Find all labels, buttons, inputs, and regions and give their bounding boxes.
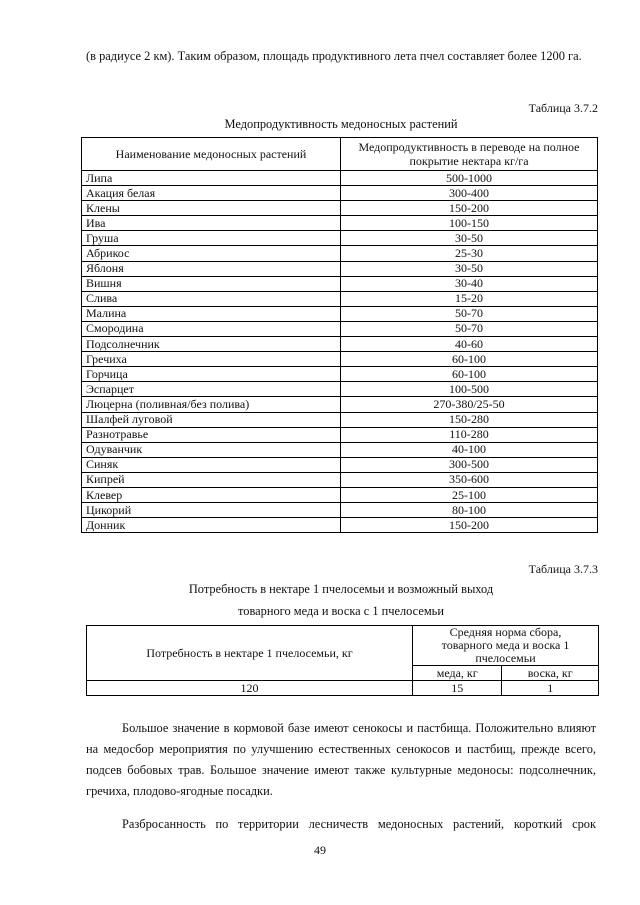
table1-title: Медопродуктивность медоносных растений: [224, 117, 458, 131]
plant-name-cell: Кипрей: [82, 472, 341, 487]
table-row: [82, 427, 598, 442]
table-row: [82, 442, 598, 457]
plant-name-cell: Синяк: [82, 457, 341, 472]
header-average-norm: Средняя норма сбора, товарного меда и воска 1 пчелосемьи: [413, 626, 599, 666]
productivity-cell: 350-600: [341, 472, 598, 487]
intro-paragraph: (в радиусе 2 км). Таким образом, площадь продуктивного лета пчел составляет более 1200 га.: [86, 49, 582, 63]
honey-productivity-table: [81, 137, 598, 533]
productivity-cell: 110-280: [341, 427, 598, 442]
table-row: [82, 186, 598, 201]
productivity-cell: 100-150: [341, 216, 598, 231]
page-number: 49: [314, 843, 326, 857]
table-row: [82, 216, 598, 231]
plant-name-cell: Клевер: [82, 487, 341, 502]
plant-name-cell: Подсолнечник: [82, 337, 341, 352]
table-row: [82, 231, 598, 246]
productivity-cell: 25-100: [341, 487, 598, 502]
plant-name-cell: Гречиха: [82, 352, 341, 367]
table-row: [82, 246, 598, 261]
table-row: [82, 412, 598, 427]
table-row: [82, 352, 598, 367]
table-row: [82, 306, 598, 321]
table-row: [82, 367, 598, 382]
table-row: [82, 291, 598, 306]
subheader-wax: воска, кг: [502, 666, 599, 681]
productivity-cell: 300-400: [341, 186, 598, 201]
plant-name-cell: Горчица: [82, 367, 341, 382]
productivity-cell: 500-1000: [341, 171, 598, 186]
plant-name-cell: Слива: [82, 291, 341, 306]
table-row: [82, 487, 598, 502]
table-row: [82, 261, 598, 276]
plant-name-cell: Разнотравье: [82, 427, 341, 442]
table1-label: Таблица 3.7.2: [528, 101, 598, 115]
productivity-cell: 100-500: [341, 382, 598, 397]
column-header-productivity: Медопродуктивность в переводе на полное покрытие нектара кг/га: [341, 138, 598, 171]
plant-name-cell: Донник: [82, 518, 341, 533]
plant-name-cell: Груша: [82, 231, 341, 246]
plant-name-cell: Акация белая: [82, 186, 341, 201]
plant-name-cell: Шалфей луговой: [82, 412, 341, 427]
table-row: [82, 337, 598, 352]
plant-name-cell: Смородина: [82, 321, 341, 336]
table-row: [82, 382, 598, 397]
plant-name-cell: Вишня: [82, 276, 341, 291]
productivity-cell: 40-60: [341, 337, 598, 352]
productivity-cell: 40-100: [341, 442, 598, 457]
productivity-cell: 30-50: [341, 261, 598, 276]
productivity-cell: 80-100: [341, 503, 598, 518]
table-row: [82, 201, 598, 216]
paragraph-scattering: Разбросанность по территории лесничеств медоносных растений, короткий срок: [122, 817, 596, 831]
plant-name-cell: Абрикос: [82, 246, 341, 261]
productivity-cell: 25-30: [341, 246, 598, 261]
plant-name-cell: Липа: [82, 171, 341, 186]
plant-name-cell: Одуванчик: [82, 442, 341, 457]
table-row: [82, 503, 598, 518]
productivity-cell: 60-100: [341, 352, 598, 367]
table-row: [82, 472, 598, 487]
nectar-need-table: [86, 625, 599, 696]
plant-name-cell: Эспарцет: [82, 382, 341, 397]
column-header-plant: Наименование медоносных растений: [82, 138, 341, 171]
plant-name-cell: Малина: [82, 306, 341, 321]
paragraph-forage-base: Большое значение в кормовой базе имеют сенокосы и пастбища. Положительно влияют на медосбор мероприятия по улучшению естественных сенокосов и пастбищ, прежде всего, подсев бобовых трав. Большое значение имеют также культурные медоносы: подсолнечник, гречиха, плодово-ягодные посадки.: [86, 721, 596, 798]
table-row: [82, 518, 598, 533]
table2-title-line1: Потребность в нектаре 1 пчелосемьи и возможный выход: [188, 582, 494, 596]
header-nectar-need: Потребность в нектаре 1 пчелосемьи, кг: [87, 626, 413, 681]
productivity-cell: 300-500: [341, 457, 598, 472]
table-row: [82, 457, 598, 472]
productivity-cell: 30-50: [341, 231, 598, 246]
plant-name-cell: Цикорий: [82, 503, 341, 518]
value-nectar-need: 120: [87, 681, 413, 696]
productivity-cell: 50-70: [341, 306, 598, 321]
productivity-cell: 50-70: [341, 321, 598, 336]
value-wax: 1: [502, 681, 599, 696]
productivity-cell: 15-20: [341, 291, 598, 306]
table-row: [82, 171, 598, 186]
value-honey: 15: [413, 681, 502, 696]
table-row: [82, 397, 598, 412]
table-row: [82, 321, 598, 336]
productivity-cell: 60-100: [341, 367, 598, 382]
subheader-honey: меда, кг: [413, 666, 502, 681]
plant-name-cell: Ива: [82, 216, 341, 231]
productivity-cell: 270-380/25-50: [341, 397, 598, 412]
productivity-cell: 150-200: [341, 201, 598, 216]
productivity-cell: 150-280: [341, 412, 598, 427]
table-row: [82, 276, 598, 291]
plant-name-cell: Яблоня: [82, 261, 341, 276]
table2-title-line2: товарного меда и воска с 1 пчелосемьи: [238, 604, 444, 618]
plant-name-cell: Люцерна (поливная/без полива): [82, 397, 341, 412]
table2-label: Таблица 3.7.3: [528, 562, 598, 576]
productivity-cell: 150-200: [341, 518, 598, 533]
plant-name-cell: Клены: [82, 201, 341, 216]
productivity-cell: 30-40: [341, 276, 598, 291]
